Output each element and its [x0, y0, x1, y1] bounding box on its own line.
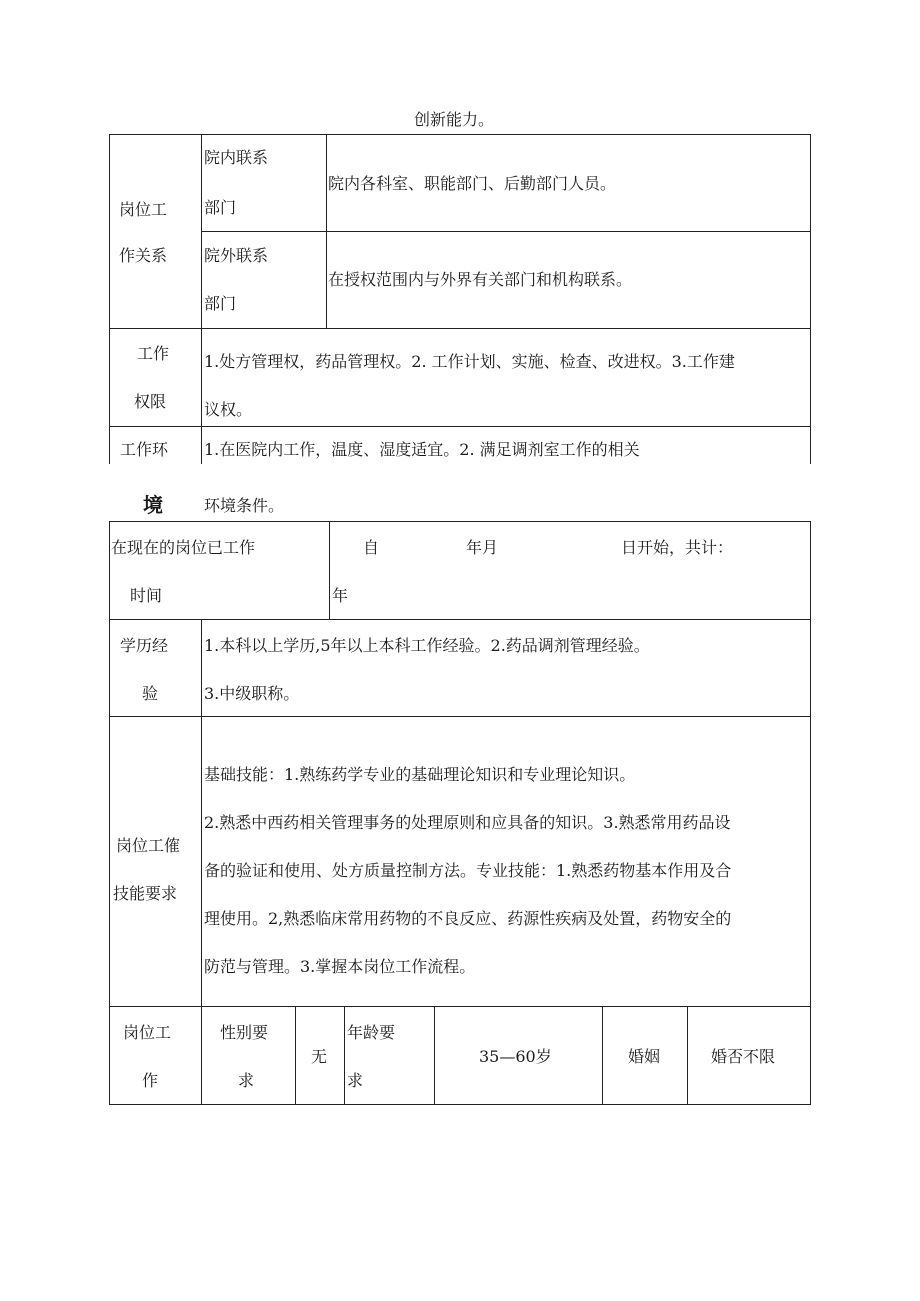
marriage-value: 婚否不限 [711, 1047, 776, 1066]
marriage-label: 婚姻 [628, 1047, 661, 1066]
environment-value: 1.在医院内工作，温度、湿度适宜。2. 满足调剂室工作的相关 [204, 440, 640, 459]
internal-contact-value: 院内各科室、职能部门、后勤部门人员。 [328, 174, 617, 193]
environment-label: 工作环 [120, 440, 169, 459]
continued-text: 创新能力。 [414, 110, 495, 129]
gender-value: 无 [311, 1047, 328, 1066]
external-contact-value: 在授权范围内与外界有关部门和机构联系。 [328, 270, 633, 289]
environment-value-continued: 环境条件。 [204, 496, 285, 515]
age-value: 35—60岁 [479, 1047, 552, 1066]
environment-label-continued: 境 [143, 493, 163, 517]
